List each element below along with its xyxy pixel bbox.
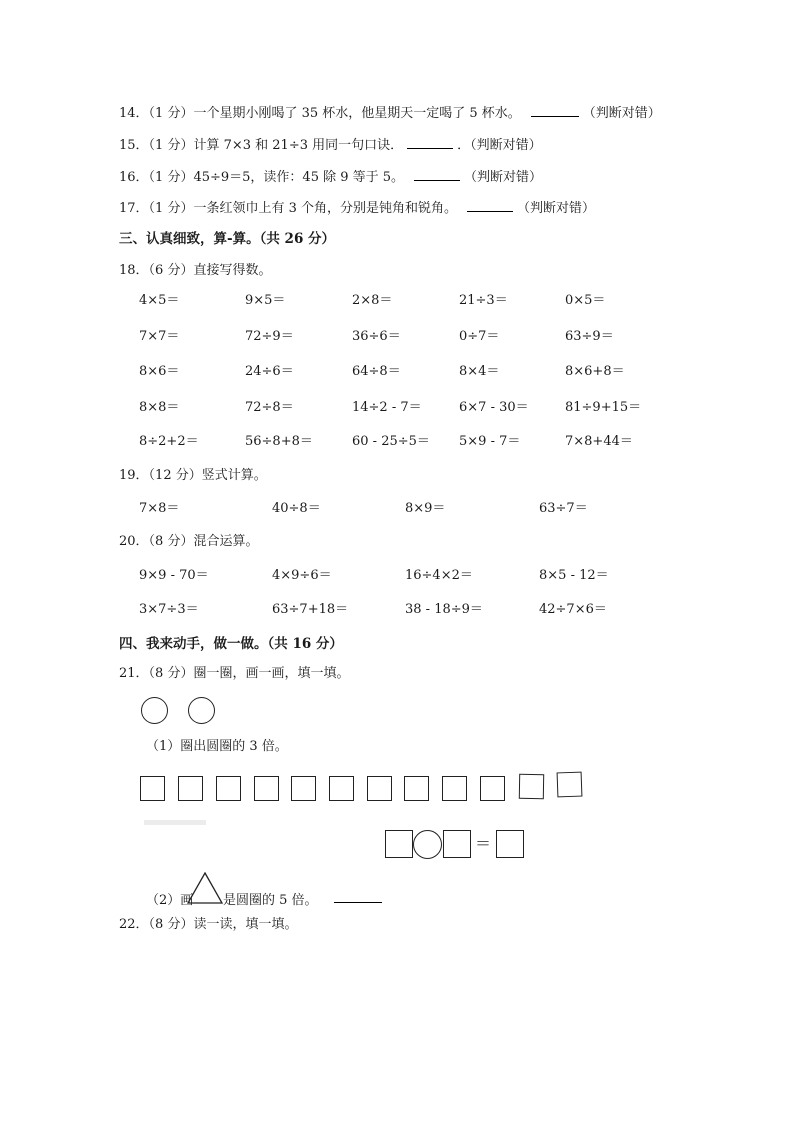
- question-17: [119, 198, 595, 218]
- calc-item: 7×7＝: [139, 329, 180, 344]
- square-shape[interactable]: [442, 776, 467, 801]
- calc-item: 8×8＝: [139, 400, 180, 415]
- q21-sub1: （1）圈出圆圈的 3 倍。: [146, 739, 288, 754]
- calc-item: 60 - 25÷5＝: [352, 434, 430, 449]
- calc-item: 8×4＝: [459, 364, 500, 379]
- calc-item: 7×8+44＝: [565, 434, 633, 449]
- mixed-calc-item: 3×7÷3＝: [139, 602, 199, 617]
- answer-blank[interactable]: [414, 167, 460, 181]
- calc-item: 56÷8+8＝: [245, 434, 313, 449]
- calc-item: 8×6＝: [139, 364, 180, 379]
- calc-item: 0÷7＝: [459, 329, 500, 344]
- vertical-calc-item: 8×9＝: [405, 501, 446, 516]
- circle-shape: [141, 697, 168, 724]
- answer-blank[interactable]: [334, 889, 382, 903]
- calc-item: 63÷9＝: [565, 329, 614, 344]
- answer-box[interactable]: [496, 830, 524, 858]
- question-16: [119, 167, 542, 187]
- vertical-calc-item: 40÷8＝: [272, 501, 321, 516]
- calc-item: 8×6+8＝: [565, 364, 625, 379]
- question-14: [119, 103, 661, 123]
- square-shape[interactable]: [557, 772, 583, 798]
- question-suffix: ．（判断对错）: [457, 138, 542, 153]
- answer-box[interactable]: [385, 830, 413, 858]
- square-shape[interactable]: [291, 776, 316, 801]
- vertical-calc-item: 7×8＝: [139, 501, 180, 516]
- question-text: 15．（1 分）计算 7×3 和 21÷3 用同一句口诀．: [119, 138, 404, 153]
- circle-shape: [188, 697, 215, 724]
- square-shape[interactable]: [404, 776, 429, 801]
- calc-item: 0×5＝: [565, 293, 606, 308]
- answer-blank[interactable]: [467, 198, 513, 212]
- calc-item: 4×5＝: [139, 293, 180, 308]
- mixed-calc-item: 9×9 - 70＝: [139, 568, 209, 583]
- question-text: 17．（1 分）一条红领巾上有 3 个角，分别是钝角和锐角。: [119, 201, 457, 216]
- calc-item: 6×7 - 30＝: [459, 400, 529, 415]
- sub2-suffix: 是圆圈的 5 倍。: [223, 893, 318, 908]
- calc-item: 8÷2+2＝: [139, 434, 199, 449]
- calc-item: 72÷8＝: [245, 400, 294, 415]
- square-shape[interactable]: [178, 776, 203, 801]
- operator-circle[interactable]: [413, 830, 442, 859]
- mixed-calc-item: 16÷4×2＝: [405, 568, 473, 583]
- mixed-calc-item: 63÷7+18＝: [272, 602, 349, 617]
- answer-blank[interactable]: [531, 103, 579, 117]
- calc-item: 81÷9+15＝: [565, 400, 642, 415]
- square-shape[interactable]: [329, 776, 354, 801]
- calc-item: 24÷6＝: [245, 364, 294, 379]
- question-suffix: （判断对错）: [582, 106, 661, 121]
- square-shape[interactable]: [140, 776, 165, 801]
- question-20-title: 20．（8 分）混合运算。: [119, 534, 259, 549]
- question-22-title: 22．（8 分）读一读，填一填。: [119, 917, 298, 932]
- section-three-heading: 三、认真细致，算-算。（共 26 分）: [119, 231, 336, 247]
- square-shape[interactable]: [519, 774, 544, 799]
- question-suffix: （判断对错）: [516, 201, 595, 216]
- answer-box[interactable]: [443, 830, 471, 858]
- triangle-icon: [187, 872, 223, 904]
- question-suffix: （判断对错）: [464, 170, 543, 185]
- mixed-calc-item: 4×9÷6＝: [272, 568, 332, 583]
- calc-item: 2×8＝: [352, 293, 393, 308]
- question-18-title: 18．（6 分）直接写得数。: [119, 263, 272, 278]
- calc-item: 21÷3＝: [459, 293, 508, 308]
- mixed-calc-item: 42÷7×6＝: [539, 602, 607, 617]
- equals-sign: ＝: [475, 834, 492, 853]
- square-shape[interactable]: [480, 776, 505, 801]
- faint-mark: [144, 820, 206, 825]
- question-text: 16．（1 分）45÷9＝5，读作：45 除 9 等于 5。: [119, 170, 405, 185]
- vertical-calc-item: 63÷7＝: [539, 501, 588, 516]
- question-19-title: 19．（12 分）竖式计算。: [119, 468, 267, 483]
- calc-item: 5×9 - 7＝: [459, 434, 521, 449]
- question-21-title: 21．（8 分）圈一圈，画一画，填一填。: [119, 666, 350, 681]
- answer-blank[interactable]: [407, 135, 453, 149]
- question-15: [119, 135, 542, 155]
- square-shape[interactable]: [254, 776, 279, 801]
- calc-item: 36÷6＝: [352, 329, 401, 344]
- calc-item: 9×5＝: [245, 293, 286, 308]
- sub2-prefix: （2）画: [146, 893, 194, 908]
- question-text: 14．（1 分）一个星期小刚喝了 35 杯水，他星期天一定喝了 5 杯水。: [119, 106, 521, 121]
- mixed-calc-item: 8×5 - 12＝: [539, 568, 609, 583]
- section-four-heading: 四、我来动手，做一做。（共 16 分）: [119, 636, 343, 652]
- calc-item: 64÷8＝: [352, 364, 401, 379]
- calc-item: 14÷2 - 7＝: [352, 400, 422, 415]
- square-shape[interactable]: [367, 776, 392, 801]
- calc-item: 72÷9＝: [245, 329, 294, 344]
- mixed-calc-item: 38 - 18÷9＝: [405, 602, 483, 617]
- square-shape[interactable]: [216, 776, 241, 801]
